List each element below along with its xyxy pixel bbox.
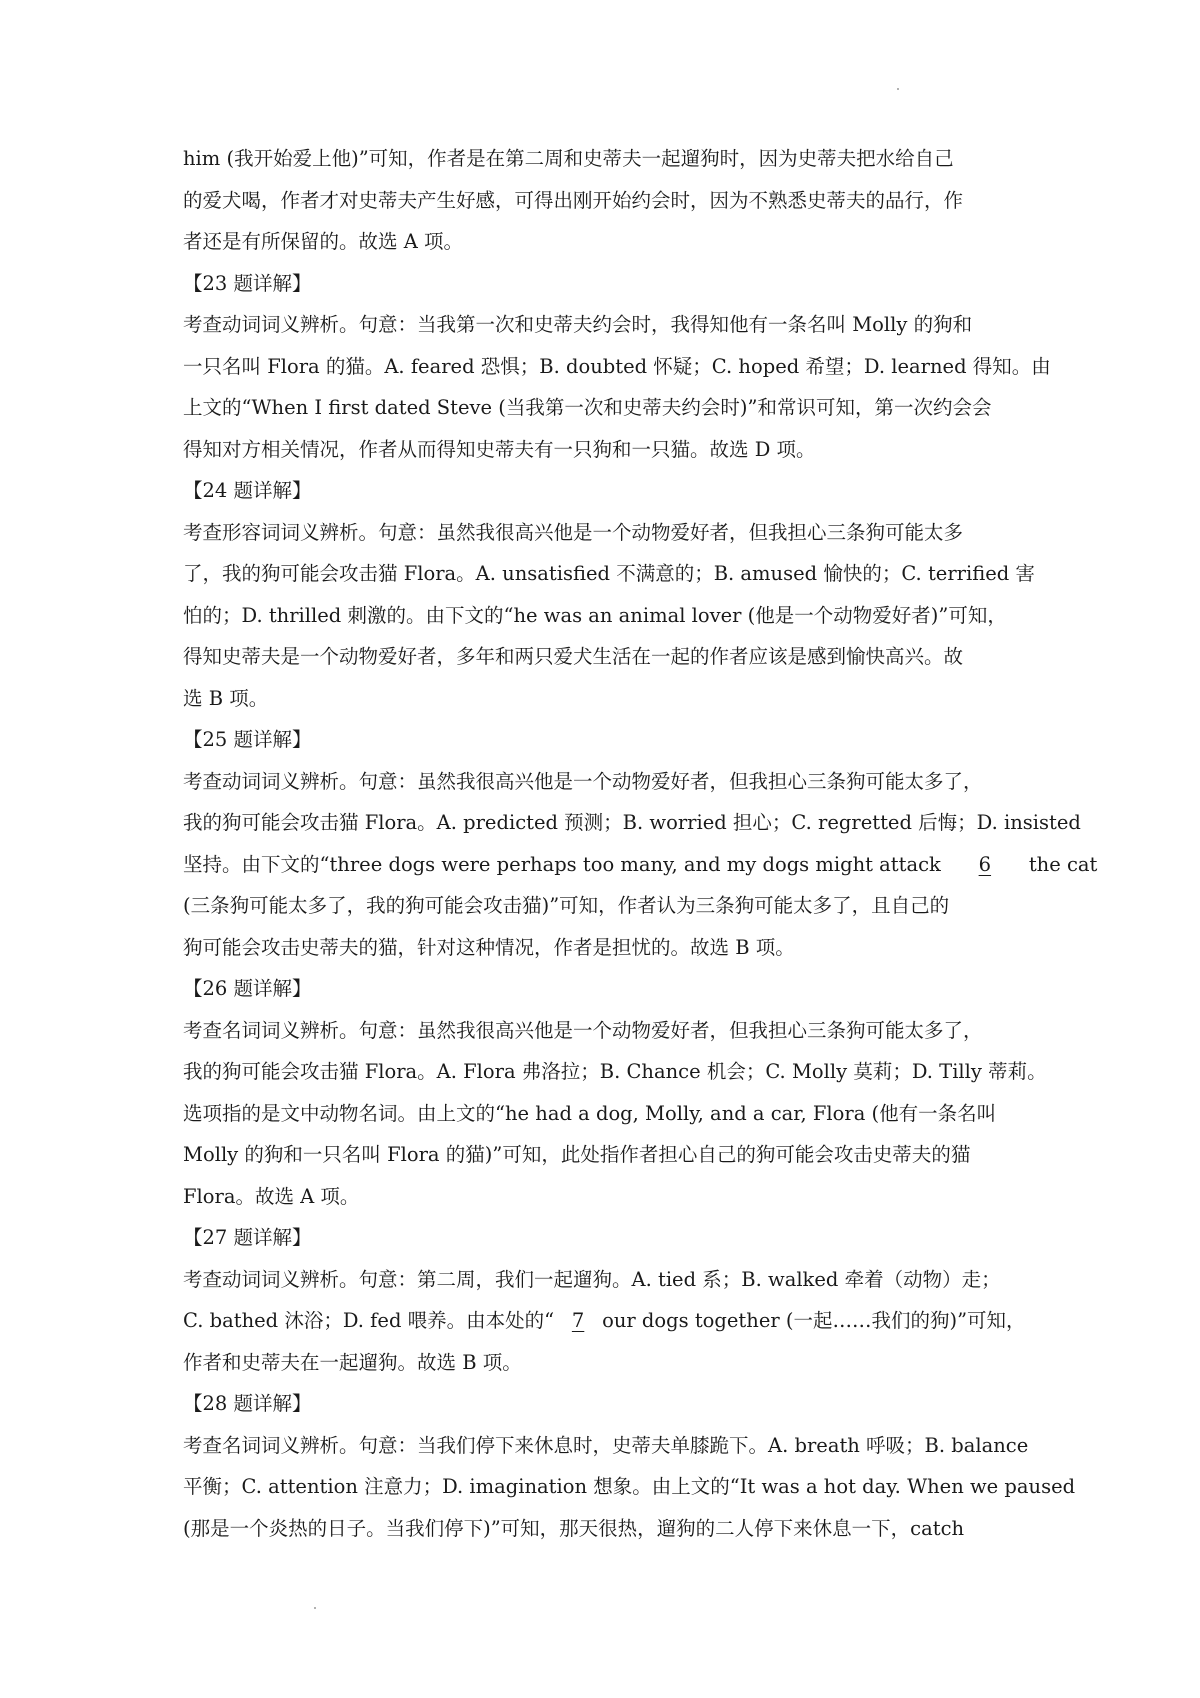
text-line: 考查动词词义辨析。句意：第二周，我们一起遛狗。A. tied 系；B. walked 牵着（动物）走；	[183, 1267, 1001, 1291]
fill-in-blank: 7	[571, 1309, 585, 1332]
text-line: 考查名词词义辨析。句意：虽然我很高兴他是一个动物爱好者，但我担心三条狗可能太多了，	[183, 1018, 983, 1042]
question-24-heading: 【24 题详解】	[183, 479, 312, 502]
text-line: 得知史蒂夫是一个动物爱好者，多年和两只爱犬生活在一起的作者应该是感到愉快高兴。故	[183, 645, 964, 668]
text-line-with-blank	[183, 1300, 1033, 1342]
question-27-heading: 【27 题详解】	[183, 1226, 312, 1249]
text-line: 了，我的狗可能会攻击猫 Flora。A. unsatisfied 不满意的；B. amused 愉快的；C. terrified 害	[183, 562, 1035, 585]
text-line: him (我开始爱上他)”可知，作者是在第二周和史蒂夫一起遛狗时，因为史蒂夫把水给自己	[183, 147, 954, 170]
text-line: Flora。故选 A 项。	[183, 1184, 360, 1208]
text-line: 狗可能会攻击史蒂夫的猫，针对这种情况，作者是担忧的。故选 B 项。	[183, 935, 795, 959]
text-line: 平衡；C. attention 注意力；D. imagination 想象。由上文的“It was a hot day. When we paused	[183, 1475, 1076, 1498]
answer-explanations	[183, 138, 1098, 1549]
text-segment: 坚持。由下文的“three dogs were perhaps too many, and my dogs might attack	[183, 852, 941, 876]
text-line: 的爱犬喝，作者才对史蒂夫产生好感，可得出刚开始约会时，因为不熟悉史蒂夫的品行，作	[183, 188, 964, 212]
text-line: 选 B 项。	[183, 686, 269, 710]
text-line: (那是一个炎热的日子。当我们停下)”可知，那天很热，遛狗的二人停下来休息一下，catch	[183, 1516, 965, 1540]
text-line: (三条狗可能太多了，我的狗可能会攻击猫)”可知，作者认为三条狗可能太多了，且自己的	[183, 894, 950, 917]
text-line: 得知对方相关情况，作者从而得知史蒂夫有一只狗和一只猫。故选 D 项。	[183, 437, 816, 461]
text-line-with-blank	[183, 844, 1098, 886]
text-line: 考查形容词词义辨析。句意：虽然我很高兴他是一个动物爱好者，但我担心三条狗可能太多	[183, 520, 964, 544]
text-line: 考查名词词义辨析。句意：当我们停下来休息时，史蒂夫单膝跪下。A. breath 呼吸；B. balance	[183, 1433, 1029, 1457]
scan-speck	[897, 88, 899, 90]
text-line: 我的狗可能会攻击猫 Flora。A. Flora 弗洛拉；B. Chance 机会；C. Molly 莫莉；D. Tilly 蒂莉。	[183, 1060, 1047, 1083]
text-line: 考查动词词义辨析。句意：虽然我很高兴他是一个动物爱好者，但我担心三条狗可能太多了，	[183, 769, 983, 793]
text-line: 怕的；D. thrilled 刺激的。由下文的“he was an animal lover (他是一个动物爱好者)”可知，	[183, 603, 1007, 627]
question-26-heading: 【26 题详解】	[183, 977, 312, 1000]
text-line: 者还是有所保留的。故选 A 项。	[183, 230, 463, 253]
fill-in-blank: 6	[978, 852, 992, 876]
text-line: Molly 的狗和一只名叫 Flora 的猫)”可知，此处指作者担心自己的狗可能会攻击史蒂夫的猫	[183, 1143, 971, 1166]
text-segment: C. bathed 沐浴；D. fed 喂养。由本处的“	[183, 1309, 555, 1332]
question-23-heading: 【23 题详解】	[183, 271, 312, 295]
question-28-heading: 【28 题详解】	[183, 1392, 312, 1415]
text-segment: our dogs together (一起……我们的狗)”可知，	[602, 1309, 1026, 1332]
question-25-heading: 【25 题详解】	[183, 728, 312, 751]
scan-speck	[314, 1607, 316, 1609]
text-line: 一只名叫 Flora 的猫。A. feared 恐惧；B. doubted 怀疑；C. hoped 希望；D. learned 得知。由	[183, 354, 1051, 378]
text-line: 上文的“When I first dated Steve (当我第一次和史蒂夫约会时)”和常识可知，第一次约会会	[183, 396, 992, 419]
text-line: 作者和史蒂夫在一起遛狗。故选 B 项。	[183, 1350, 522, 1374]
text-line: 考查动词词义辨析。句意：当我第一次和史蒂夫约会时，我得知他有一条名叫 Molly 的狗和	[183, 313, 973, 336]
text-line: 我的狗可能会攻击猫 Flora。A. predicted 预测；B. worried 担心；C. regretted 后悔；D. insisted	[183, 811, 1081, 834]
text-segment: the cat	[1028, 852, 1098, 876]
text-line: 选项指的是文中动物名词。由上文的“he had a dog, Molly, and a car, Flora (他有一条名叫	[183, 1101, 997, 1125]
